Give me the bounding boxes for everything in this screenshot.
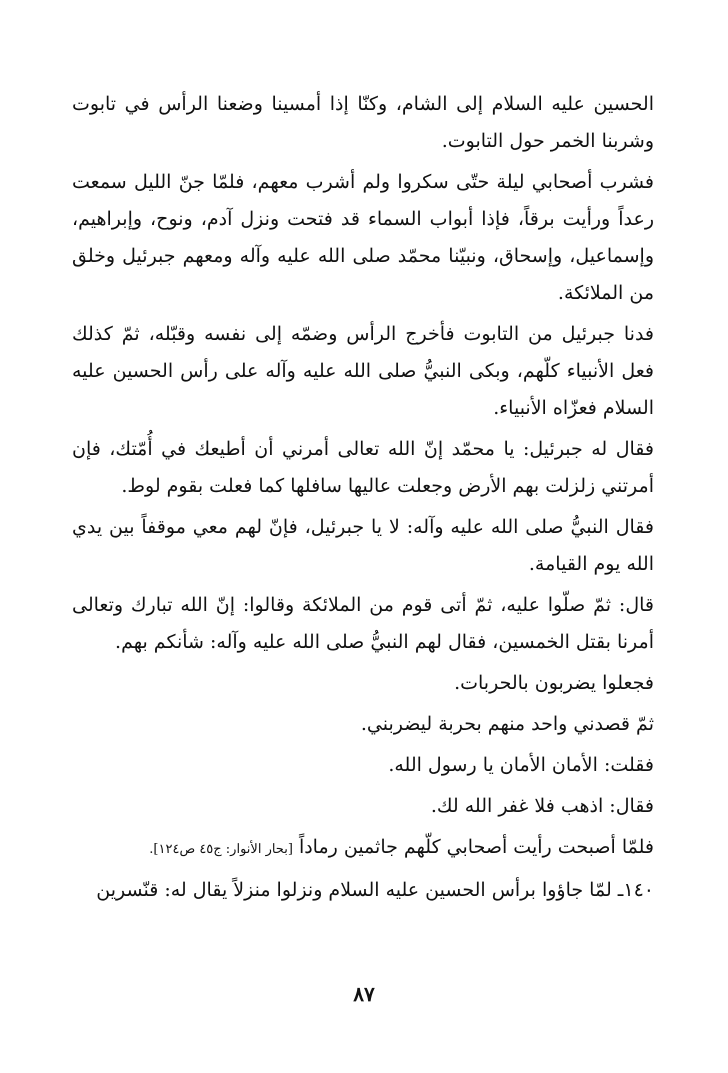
item-text: لمّا جاؤوا برأس الحسين عليه السلام ونزلوا منزلاً يقال له: قنّسرين	[96, 879, 612, 901]
paragraph-11	[72, 829, 654, 868]
numbered-item	[72, 872, 654, 909]
citation: [بحار الأنوار: ج٤٥ ص١٢٤].	[149, 842, 293, 857]
paragraph-1: الحسين عليه السلام إلى الشام، وكنّا إذا أمسينا وضعنا الرأس في تابوت وشربنا الخمر حول التابوت.	[72, 93, 654, 152]
paragraph-6: قال: ثمّ صلّوا عليه، ثمّ أتى قوم من الملائكة وقالوا: إنّ الله تبارك وتعالى أمرنا بقتل الخمسين، فقال لهم النبيُّ صلى الله عليه وآله: شأنكم بهم.	[72, 594, 654, 653]
paragraph-4: فقال له جبرئيل: يا محمّد إنّ الله تعالى أمرني أن أطيعك في أُمّتك، فإن أمرتني زلزلت بهم الأرض وجعلت عاليها سافلها كما فعلت بقوم لوط.	[72, 438, 654, 497]
paragraph-10: فقال: اذهب فلا غفر الله لك.	[430, 795, 654, 817]
page-body	[72, 86, 654, 913]
paragraph-11-text: فلمّا أصبحت رأيت أصحابي كلّهم جاثمين رماداً	[298, 836, 654, 858]
paragraph-9: فقلت: الأمان الأمان يا رسول الله.	[388, 754, 654, 776]
paragraph-2: فشرب أصحابي ليلة حتّى سكروا ولم أشرب معهم، فلمّا جنّ الليل سمعت رعداً ورأيت برقاً، فإذا أبواب السماء قد فتحت ونزل آدم، ونوح، وإبراهيم، وإسماعيل، وإسحاق، ونبيّنا محمّد صلى الله عليه وآله ومعهم جبرئيل وخلق من الملائكة.	[72, 171, 654, 304]
paragraph-8: ثمّ قصدني واحد منهم بحربة ليضربني.	[360, 713, 654, 735]
paragraph-3: فدنا جبرئيل من التابوت فأخرج الرأس وضمّه إلى نفسه وقبّله، ثمّ كذلك فعل الأنبياء كلّهم، وبكى النبيُّ صلى الله عليه وآله على رأس الحسين عليه السلام فعزّاه الأنبياء.	[72, 323, 654, 419]
paragraph-5: فقال النبيُّ صلى الله عليه وآله: لا يا جبرئيل، فإنّ لهم معي موقفاً بين يدي الله يوم القيامة.	[72, 516, 654, 575]
item-number: ١٤٠ـ	[617, 879, 654, 901]
page-number: ٨٧	[353, 982, 375, 1006]
paragraph-7: فجعلوا يضربون بالحربات.	[454, 672, 654, 694]
